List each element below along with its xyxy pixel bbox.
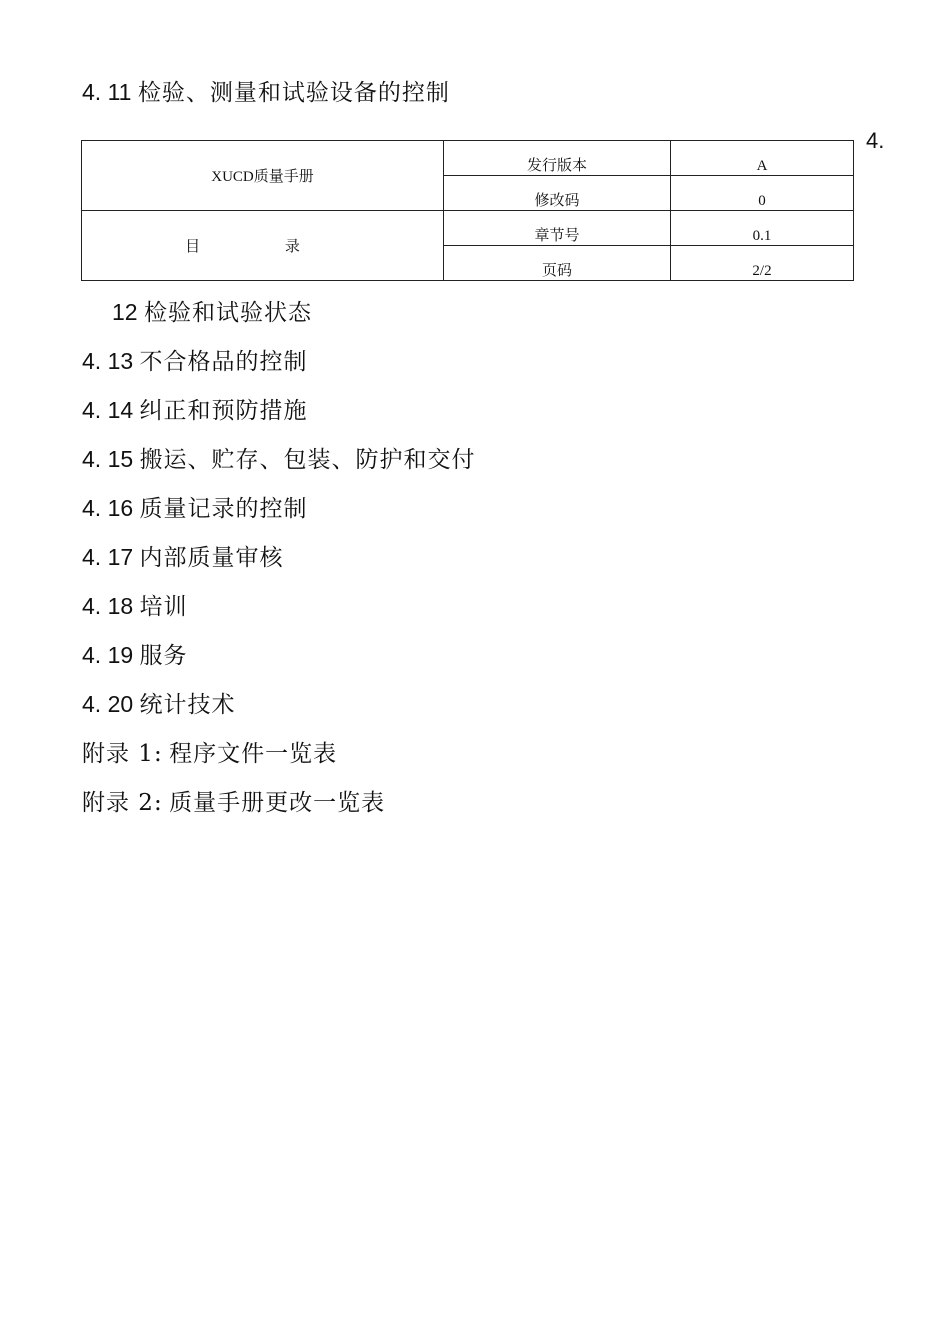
toc-item-4-19 (82, 640, 188, 671)
manual-name-cell: XUCD质量手册 (82, 141, 444, 211)
toc-item-title: 质量记录的控制 (139, 496, 308, 522)
header-label: 发行版本 (444, 141, 671, 176)
toc-item-title: 纠正和预防措施 (139, 398, 308, 424)
header-label: 页码 (444, 246, 671, 281)
document-header-table (81, 140, 854, 281)
toc-item-4-13 (82, 346, 308, 377)
toc-item-number: 4. 15 (82, 446, 134, 472)
header-label: 章节号 (444, 211, 671, 246)
toc-item-number: 4. 11 (82, 79, 132, 105)
toc-item-4-20 (82, 689, 236, 720)
toc-item-title: 搬运、贮存、包装、防护和交付 (139, 447, 476, 473)
header-value: 0.1 (671, 211, 854, 246)
appendix-title: 程序文件一览表 (169, 741, 338, 767)
toc-item-number: 4. 14 (82, 397, 134, 423)
toc-item-number: 12 (112, 299, 138, 325)
toc-item-4-12 (112, 297, 312, 328)
toc-item-title: 统计技术 (139, 692, 236, 718)
toc-item-number: 4. 19 (82, 642, 134, 668)
toc-label-cell: 目 录 (82, 211, 444, 281)
appendix-number: 附录 2: (82, 790, 163, 816)
header-label: 修改码 (444, 176, 671, 211)
appendix-2 (82, 787, 385, 818)
toc-item-number: 4. 17 (82, 544, 134, 570)
toc-item-4-15 (82, 444, 476, 475)
toc-item-number: 4. 13 (82, 348, 134, 374)
toc-item-number: 4. 16 (82, 495, 134, 521)
toc-item-number: 4. 18 (82, 593, 134, 619)
toc-item-title: 培训 (139, 594, 188, 620)
toc-item-4-14 (82, 395, 308, 426)
toc-item-4-18 (82, 591, 188, 622)
toc-item-number: 4. 20 (82, 691, 134, 717)
toc-item-title: 不合格品的控制 (139, 349, 308, 375)
toc-item-4-17 (82, 542, 284, 573)
toc-item-title: 检验和试验状态 (143, 300, 312, 326)
header-value: A (671, 141, 854, 176)
appendix-1 (82, 738, 337, 769)
appendix-title: 质量手册更改一览表 (169, 790, 386, 816)
toc-item-4-16 (82, 493, 308, 524)
toc-item-4-11 (82, 77, 450, 108)
appendix-number: 附录 1: (82, 741, 163, 767)
toc-item-title: 内部质量审核 (139, 545, 284, 571)
toc-item-title: 检验、测量和试验设备的控制 (137, 80, 450, 106)
header-value: 2/2 (671, 246, 854, 281)
stray-section-number: 4. (866, 128, 885, 153)
toc-item-title: 服务 (139, 643, 188, 669)
header-value: 0 (671, 176, 854, 211)
